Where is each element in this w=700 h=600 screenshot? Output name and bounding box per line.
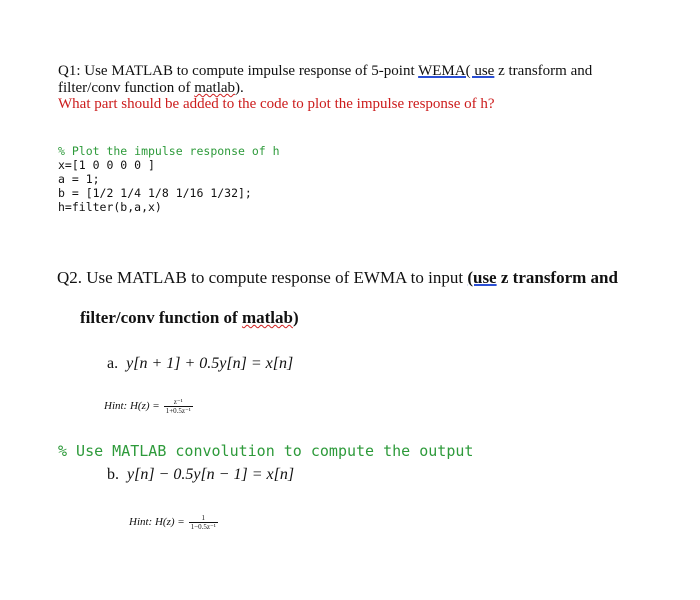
- q1-line-1: Q1: Use MATLAB to compute impulse response of 5-point WEMA( use z transform and: [58, 63, 593, 79]
- hint-b-fraction: $\frac{1}{\text{1−0.5z⁻¹}}$: [190, 514, 216, 531]
- code-line-h: h=filter(b,a,x): [58, 200, 162, 214]
- hint-b: Hint: H(z) = $\frac{1}{\text{1−0.5z⁻¹}}$: [129, 514, 216, 531]
- code-line-x: x=[1 0 0 0 0 ]: [58, 158, 155, 172]
- q1-wema-link: WEMA( use: [418, 63, 495, 79]
- hint-a: Hint: H(z) = $\frac{\text{z⁻¹}}{\text{1+0.5z⁻¹}}$: [104, 398, 191, 415]
- q2-matlab-misspelled: matlab: [241, 308, 293, 327]
- part-a-equation: y[n + 1] + 0.5y[n] = x[n]: [126, 355, 294, 372]
- code-line-a: a = 1;: [58, 172, 100, 186]
- part-b: b. y[n] − 0.5y[n − 1] = x[n]: [107, 466, 295, 483]
- q1-question: What part should be added to the code to plot the impulse response of h?: [58, 96, 495, 112]
- q1-line-2: filter/conv function of matlab).: [58, 80, 244, 96]
- code-comment: % Plot the impulse response of h: [58, 144, 280, 158]
- part-b-equation: y[n] − 0.5y[n − 1] = x[n]: [127, 466, 295, 483]
- q2-line-2: filter/conv function of matlab): [80, 308, 299, 327]
- code-line-b: b = [1/2 1/4 1/8 1/16 1/32];: [58, 186, 252, 200]
- part-a: a. y[n + 1] + 0.5y[n] = x[n]: [107, 355, 294, 372]
- q2-use-link: (use: [467, 268, 497, 287]
- q2-line-1: Q2. Use MATLAB to compute response of EWMA to input (use z transform and: [57, 268, 618, 287]
- matlab-convolution-comment: % Use MATLAB convolution to compute the output: [58, 442, 474, 460]
- q1-matlab-misspelled: matlab: [194, 80, 236, 96]
- hint-a-fraction: $\frac{\text{z⁻¹}}{\text{1+0.5z⁻¹}}$: [165, 398, 191, 415]
